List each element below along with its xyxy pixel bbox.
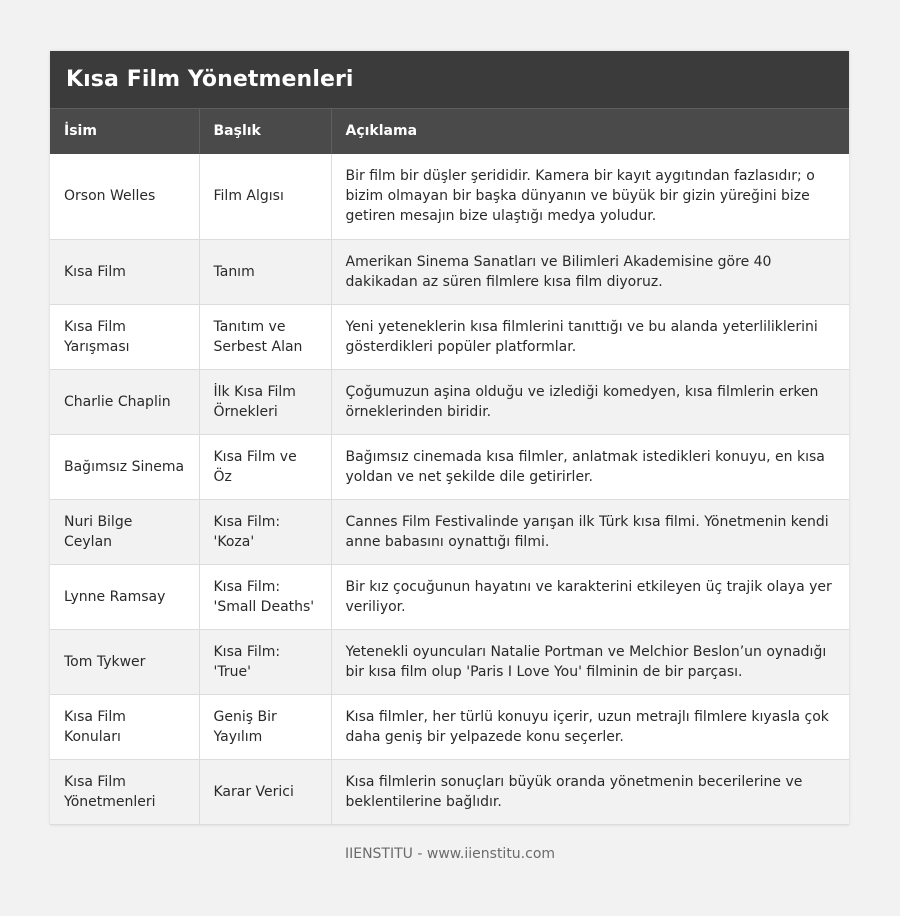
table-title: Kısa Film Yönetmenleri — [50, 51, 849, 108]
cell-aciklama: Bir kız çocuğunun hayatını ve karakterini etkileyen üç trajik olaya yer veriliyor. — [331, 564, 849, 629]
cell-isim: Kısa Film Konuları — [50, 694, 199, 759]
cell-isim: Tom Tykwer — [50, 629, 199, 694]
footer-credit: IIENSTITU - www.iienstitu.com — [344, 846, 556, 862]
table-row — [50, 239, 849, 304]
cell-isim: Bağımsız Sinema — [50, 434, 199, 499]
cell-aciklama: Kısa filmlerin sonuçları büyük oranda yönetmenin becerilerine ve beklentilerine bağlıdır. — [331, 759, 849, 824]
table-row — [50, 629, 849, 694]
cell-baslik: Kısa Film ve Öz — [199, 434, 331, 499]
cell-baslik: Kısa Film: 'Koza' — [199, 499, 331, 564]
cell-baslik: Geniş Bir Yayılım — [199, 694, 331, 759]
column-header-aciklama: Açıklama — [331, 109, 849, 154]
cell-baslik: Kısa Film: 'True' — [199, 629, 331, 694]
table-row — [50, 564, 849, 629]
cell-baslik: Kısa Film: 'Small Deaths' — [199, 564, 331, 629]
table-row — [50, 434, 849, 499]
table-row — [50, 499, 849, 564]
cell-isim: Kısa Film Yönetmenleri — [50, 759, 199, 824]
table-row — [50, 369, 849, 434]
cell-isim: Kısa Film Yarışması — [50, 304, 199, 369]
cell-baslik: Tanıtım ve Serbest Alan — [199, 304, 331, 369]
column-header-isim: İsim — [50, 109, 199, 154]
header-row — [50, 109, 849, 154]
cell-isim: Lynne Ramsay — [50, 564, 199, 629]
cell-aciklama: Cannes Film Festivalinde yarışan ilk Türk kısa filmi. Yönetmenin kendi anne babasını oynattığı filmi. — [331, 499, 849, 564]
cell-aciklama: Yetenekli oyuncuları Natalie Portman ve Melchior Beslon’un oynadığı bir kısa film olup 'Paris I Love You' filminin de bir parçası. — [331, 629, 849, 694]
directors-table — [50, 108, 849, 825]
cell-aciklama: Yeni yeteneklerin kısa filmlerini tanıttığı ve bu alanda yeterliliklerini gösterdikleri popüler platformlar. — [331, 304, 849, 369]
cell-isim: Kısa Film — [50, 239, 199, 304]
cell-baslik: Film Algısı — [199, 154, 331, 240]
table-row — [50, 694, 849, 759]
cell-isim: Nuri Bilge Ceylan — [50, 499, 199, 564]
cell-aciklama: Çoğumuzun aşina olduğu ve izlediği komedyen, kısa filmlerin erken örneklerinden biridir. — [331, 369, 849, 434]
cell-aciklama: Amerikan Sinema Sanatları ve Bilimleri Akademisine göre 40 dakikadan az süren filmlere kısa film diyoruz. — [331, 239, 849, 304]
table-row — [50, 759, 849, 824]
table-card — [50, 51, 849, 825]
cell-baslik: Karar Verici — [199, 759, 331, 824]
table-row — [50, 154, 849, 240]
column-header-baslik: Başlık — [199, 109, 331, 154]
cell-baslik: İlk Kısa Film Örnekleri — [199, 369, 331, 434]
cell-aciklama: Bağımsız cinemada kısa filmler, anlatmak istedikleri konuyu, en kısa yoldan ve net şekilde dile getirirler. — [331, 434, 849, 499]
cell-aciklama: Bir film bir düşler şerididir. Kamera bir kayıt aygıtından fazlasıdır; o bizim olmayan bir başka dünyanın ve büyük bir gizin yüreğini bize getiren mesajın bize ulaştığı medya yoludur. — [331, 154, 849, 240]
cell-isim: Orson Welles — [50, 154, 199, 240]
table-row — [50, 304, 849, 369]
cell-baslik: Tanım — [199, 239, 331, 304]
cell-aciklama: Kısa filmler, her türlü konuyu içerir, uzun metrajlı filmlere kıyasla çok daha geniş bir yelpazede konu seçerler. — [331, 694, 849, 759]
cell-isim: Charlie Chaplin — [50, 369, 199, 434]
